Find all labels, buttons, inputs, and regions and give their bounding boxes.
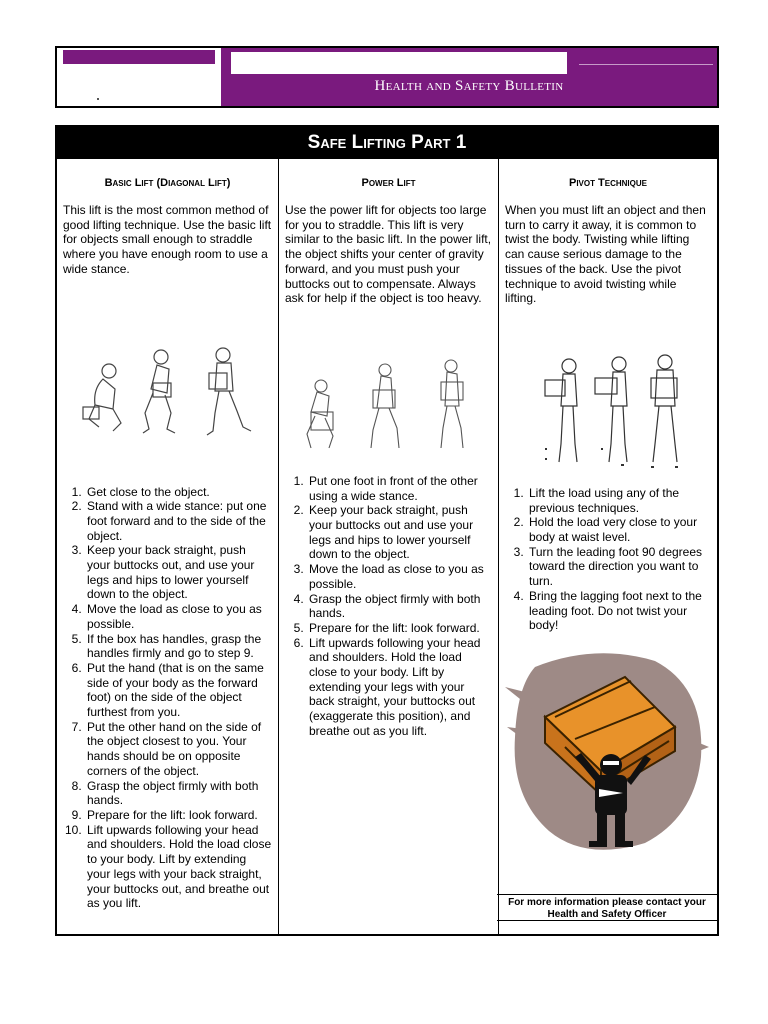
column-pivot-technique (499, 159, 717, 934)
column-power-lift (279, 159, 498, 934)
contact-note: For more information please contact your Health and Safety Officer (497, 894, 717, 921)
step-item: 7. Put the other hand on the side of the object closest to you. Your hands should be on opposite corners of the object. (85, 720, 272, 779)
person-lifting-crate-clipart (505, 647, 711, 859)
basic-lift-illustration (63, 327, 271, 457)
step-item: 8. Grasp the object firmly with both hands. (85, 779, 272, 808)
banner-dot (97, 98, 99, 100)
step-item: 9. Prepare for the lift: look forward. (85, 808, 272, 823)
step-item: 2. Hold the load very close to your body at waist level. (527, 515, 711, 544)
column-intro: Use the power lift for objects too large for you to straddle. This lift is very similar to the basic lift. In the power lift, the object shifts your center of gravity forward, and you must push your buttocks out to compensate. Always ask for help if the object is too heavy. (285, 203, 492, 306)
step-item: 4. Grasp the object firmly with both hands. (307, 592, 492, 621)
step-item: 5. Prepare for the lift: look forward. (307, 621, 492, 636)
bulletin-banner (55, 46, 719, 108)
step-item: 6. Put the hand (that is on the same side of your body as the forward foot) on the side of the object furthest from you. (85, 661, 272, 720)
banner-blank-box (231, 52, 567, 74)
step-item: 3. Keep your back straight, push your buttocks out, and use your legs and hips to lower yourself down to the object. (85, 543, 272, 602)
column-heading: Power Lift (361, 177, 416, 189)
column-basic-lift (57, 159, 278, 934)
step-item: 1. Put one foot in front of the other using a wide stance. (307, 474, 492, 503)
step-item: 1. Lift the load using any of the previous techniques. (527, 486, 711, 515)
step-item: 10. Lift upwards following your head and shoulders. Hold the load close to your body. Lift by extending your legs with your back straight, your buttocks out, and breathe out as you lift. (85, 823, 272, 911)
bulletin-title: Health and Safety Bulletin (374, 78, 564, 94)
power-lift-illustration (285, 352, 491, 462)
banner-accent-bar (63, 50, 215, 64)
page-title: Safe Lifting Part 1 (57, 127, 717, 159)
step-item: 5. If the box has handles, grasp the handles firmly and go to step 9. (85, 632, 272, 661)
safe-lifting-table (55, 125, 719, 936)
step-item: 6. Lift upwards following your head and shoulders. Hold the load close to your body. Lift by extending your legs with your back straight, your buttocks out (exaggerate this position), and breathe out as you lift. (307, 636, 492, 739)
step-item: 1. Get close to the object. (85, 485, 272, 500)
step-item: 2. Stand with a wide stance: put one foot forward and to the side of the object. (85, 499, 272, 543)
banner-rule (579, 64, 713, 65)
step-item: 3. Turn the leading foot 90 degrees toward the direction you want to turn. (527, 545, 711, 589)
step-item: 4. Bring the lagging foot next to the leading foot. Do not twist your body! (527, 589, 711, 633)
column-intro: This lift is the most common method of good lifting technique. Use the basic lift for objects small enough to straddle where you have enough room to use a wide stance. (63, 203, 272, 276)
column-heading: Pivot Technique (568, 177, 647, 189)
step-item: 4. Move the load as close to you as possible. (85, 602, 272, 631)
pivot-technique-illustration (505, 344, 711, 474)
column-intro: When you must lift an object and then turn to carry it away, it is common to twist the body. Twisting while lifting can cause serious damage to the tissues of the back. Use the pivot technique to avoid twisting while lifting. (505, 203, 706, 306)
column-heading: Basic Lift (Diagonal Lift) (104, 177, 231, 189)
step-item: 3. Move the load as close to you as possible. (307, 562, 492, 591)
step-item: 2. Keep your back straight, push your buttocks out and use your legs and hips to lower yourself down to the object. (307, 503, 492, 562)
